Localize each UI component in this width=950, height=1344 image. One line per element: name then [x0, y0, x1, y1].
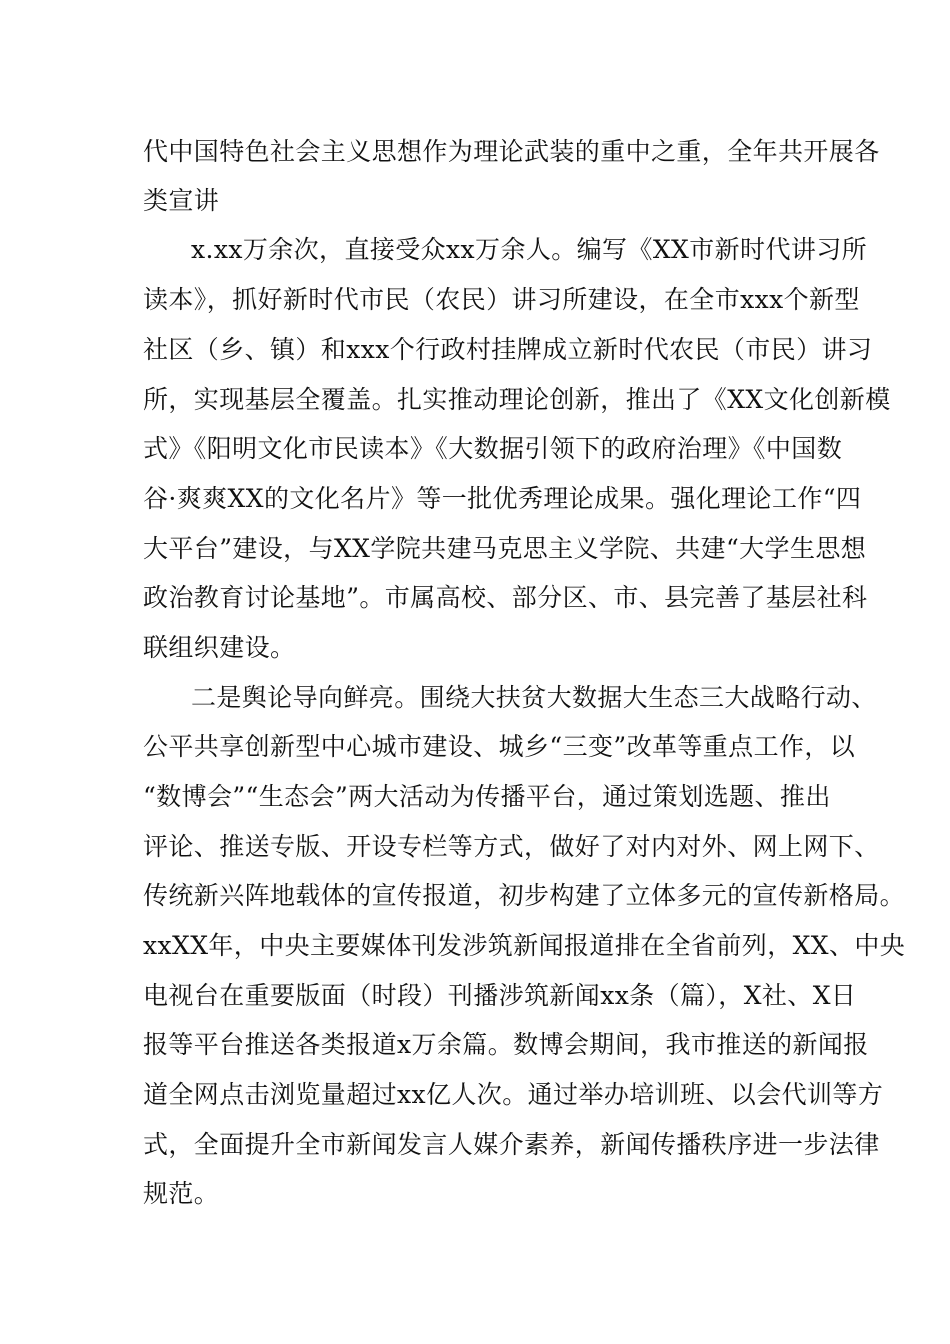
text-line: 评论、推送专版、开设专栏等方式，做好了对内对外、网上网下、	[143, 832, 880, 861]
text-line: 规范。	[143, 1179, 220, 1208]
paragraph-first-line: x.xx万余次，直接受众xx万余人。编写《XX市新时代讲习所	[191, 235, 868, 264]
text-line: xxXX年，中央主要媒体刊发涉筑新闻报道排在全省前列，XX、中央	[143, 931, 906, 960]
text-line: 政治教育讨论基地”。市属高校、部分区、市、县完善了基层社科	[143, 583, 868, 612]
text-line: 式，全面提升全市新闻发言人媒介素养，新闻传播秩序进一步法律	[143, 1130, 880, 1159]
text-line: 报等平台推送各类报道x万余篇。数博会期间，我市推送的新闻报	[143, 1030, 869, 1059]
text-line: 式》《阳明文化市民读本》《大数据引领下的政府治理》《中国数	[143, 434, 843, 463]
text-line: 谷·爽爽XX的文化名片》等一批优秀理论成果。强化理论工作“四	[143, 484, 862, 513]
text-line: 所，实现基层全覆盖。扎实推动理论创新，推出了《XX文化创新模	[143, 385, 891, 414]
text-line: 社区（乡、镇）和xxx个行政村挂牌成立新时代农民（市民）讲习	[143, 335, 873, 364]
text-line: 代中国特色社会主义思想作为理论武装的重中之重，全年共开展各	[143, 137, 880, 166]
text-line: 电视台在重要版面（时段）刊播涉筑新闻xx条（篇），X社、X日	[143, 981, 857, 1010]
text-line: “数博会”“生态会”两大活动为传播平台，通过策划选题、推出	[143, 782, 831, 811]
text-line: 联组织建设。	[143, 633, 296, 662]
paragraph-first-line: 二是舆论导向鲜亮。围绕大扶贫大数据大生态三大战略行动、	[191, 683, 877, 712]
text-line: 传统新兴阵地载体的宣传报道，初步构建了立体多元的宣传新格局。	[143, 881, 906, 910]
text-line: 道全网点击浏览量超过xx亿人次。通过举办培训班、以会代训等方	[143, 1080, 884, 1109]
text-line: 公平共享创新型中心城市建设、城乡“三变”改革等重点工作，以	[143, 732, 856, 761]
text-line: 读本》，抓好新时代市民（农民）讲习所建设，在全市xxx个新型	[143, 285, 860, 314]
text-line: 类宣讲	[143, 186, 220, 215]
text-line: 大平台”建设，与XX学院共建马克思主义学院、共建“大学生思想	[143, 534, 867, 563]
